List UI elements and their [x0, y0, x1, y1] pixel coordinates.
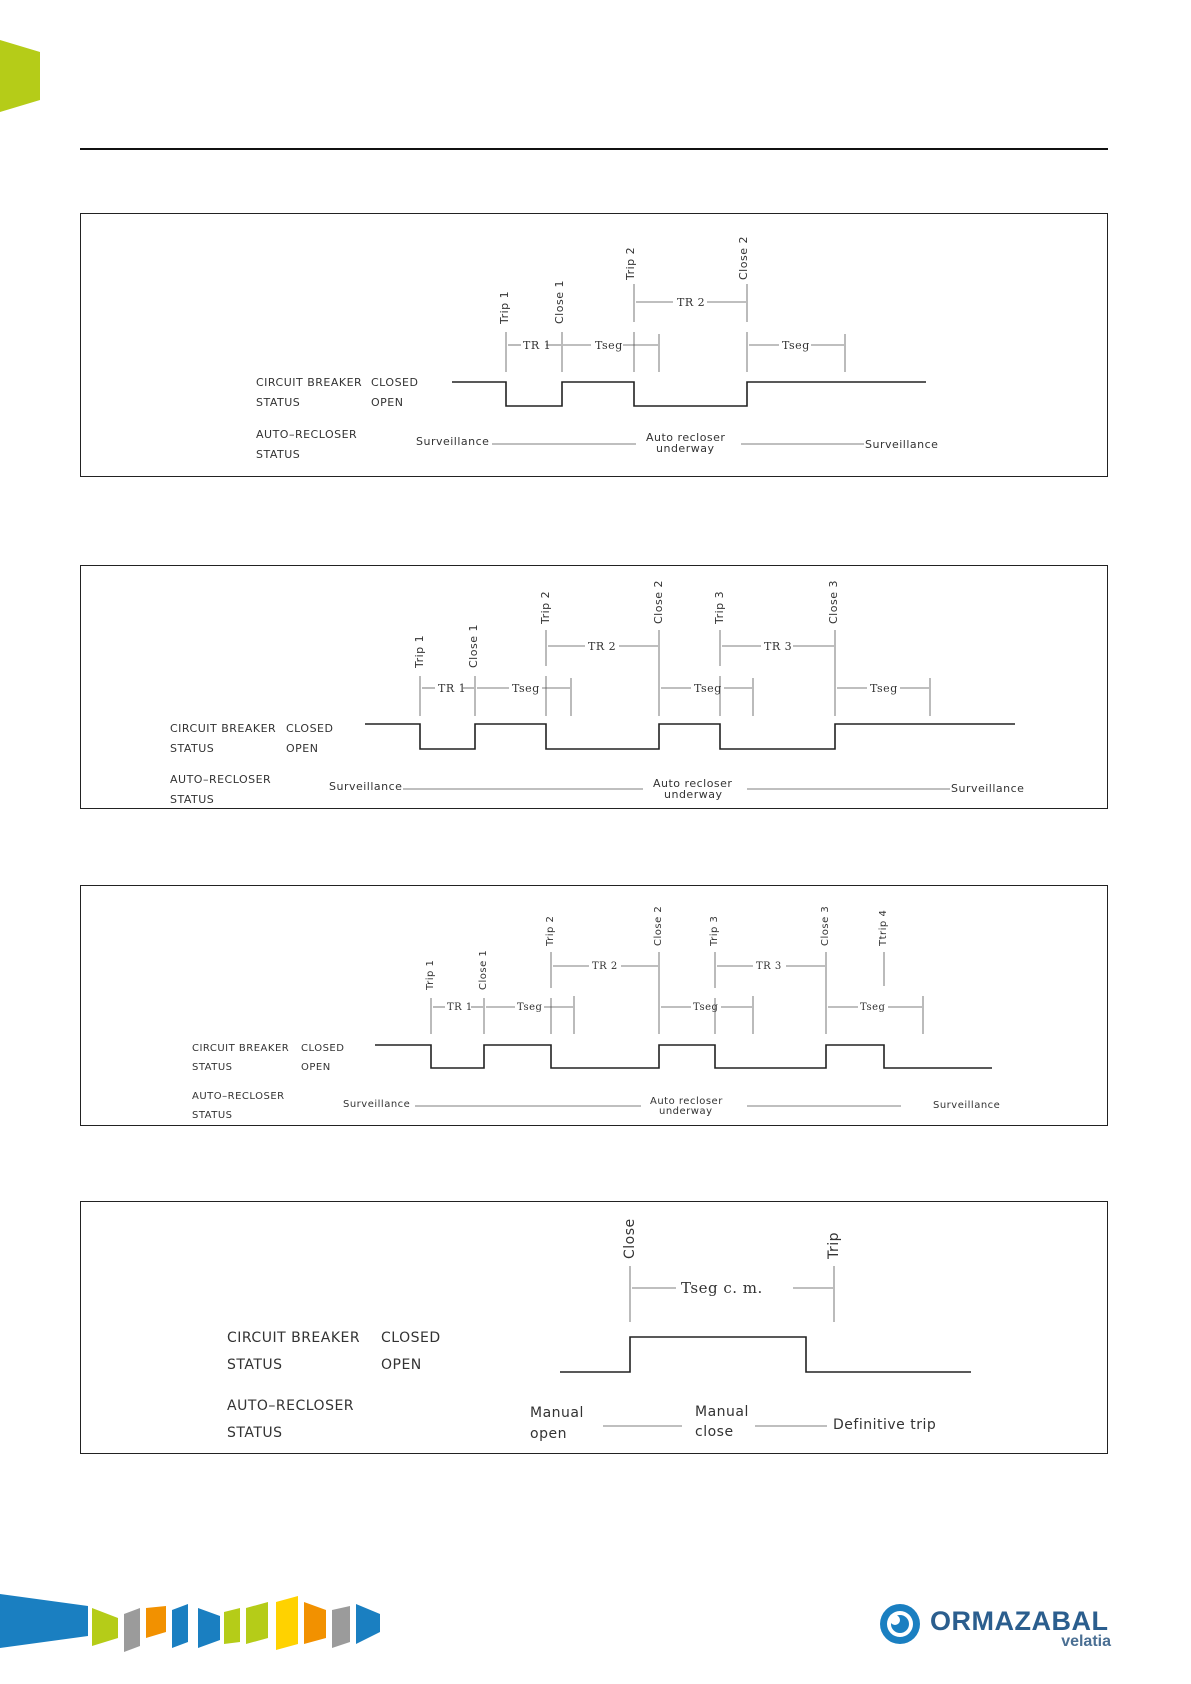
cb-status-label: CIRCUIT BREAKER [256, 376, 363, 389]
event-close-2: Close 2 [652, 580, 665, 624]
cb-status-label-2: STATUS [192, 1062, 233, 1073]
timing-diagram-1-drawing [81, 214, 1109, 478]
open-label: OPEN [371, 396, 404, 409]
tr3-label: TR 3 [756, 961, 782, 972]
cb-status-label-2: STATUS [256, 396, 301, 409]
cb-status-label-2: STATUS [227, 1357, 283, 1373]
ar-status-label: AUTO–RECLOSER [227, 1398, 355, 1414]
event-trip-3: Trip 3 [709, 915, 720, 946]
surveillance-label: Surveillance [329, 780, 403, 793]
open-label: OPEN [381, 1357, 422, 1373]
brand-name: ORMAZABAL [930, 1606, 1109, 1636]
event-trip-2: Trip 2 [624, 246, 637, 280]
timing-diagram-3-drawing [81, 886, 1109, 1127]
tseg-label: Tseg [694, 682, 722, 695]
timing-diagram-3 [80, 885, 1108, 1126]
event-markers [420, 630, 930, 716]
brand-logo [878, 1600, 1113, 1652]
ar-status-label-2: STATUS [192, 1110, 233, 1121]
corner-accent-tab [0, 40, 42, 114]
timing-diagram-2-drawing [81, 566, 1109, 810]
tr1-label: TR 1 [447, 1002, 473, 1013]
breaker-waveform [375, 1045, 992, 1068]
tseg-cm-label: Tseg c. m. [681, 1279, 763, 1297]
interval-lines [433, 966, 922, 1007]
ar-status-label-2: STATUS [227, 1425, 283, 1441]
tseg-label: Tseg [517, 1002, 543, 1013]
definitive-trip-label: Definitive trip [833, 1417, 937, 1433]
event-trip: Trip [826, 1231, 842, 1259]
auto-recloser-label: Auto recloser [650, 1096, 723, 1107]
surveillance-label: Surveillance [951, 782, 1025, 795]
cb-status-label: CIRCUIT BREAKER [227, 1330, 361, 1346]
tr2-label: TR 2 [588, 640, 617, 653]
auto-recloser-label-2: underway [656, 442, 715, 455]
auto-recloser-label-2: underway [659, 1106, 713, 1117]
tr2-label: TR 2 [592, 961, 618, 972]
manual-close-label: Manual [695, 1404, 749, 1420]
tseg-label: Tseg [595, 339, 623, 352]
closed-label: CLOSED [371, 376, 419, 389]
surveillance-label: Surveillance [933, 1100, 1001, 1111]
event-close: Close [622, 1218, 638, 1259]
surveillance-label: Surveillance [343, 1099, 411, 1110]
manual-close-label-2: close [695, 1424, 734, 1440]
event-close-1: Close 1 [478, 949, 489, 990]
tseg-label: Tseg [693, 1002, 719, 1013]
tr3-label: TR 3 [764, 640, 793, 653]
breaker-waveform [365, 724, 1015, 749]
cb-status-label: CIRCUIT BREAKER [170, 722, 277, 735]
surveillance-label: Surveillance [416, 435, 490, 448]
interval-lines [422, 646, 929, 688]
cb-status-label: CIRCUIT BREAKER [192, 1043, 290, 1054]
auto-recloser-label: Auto recloser [653, 777, 733, 790]
auto-recloser-label: Auto recloser [646, 431, 726, 444]
open-label: OPEN [286, 742, 319, 755]
closed-label: CLOSED [286, 722, 334, 735]
breaker-waveform [560, 1337, 971, 1372]
tseg-label: Tseg [870, 682, 898, 695]
breaker-waveform [452, 382, 926, 406]
event-close-2: Close 2 [653, 905, 664, 946]
footer-decorative-stripe [0, 1594, 390, 1654]
tseg-label: Tseg [512, 682, 540, 695]
event-close-1: Close 1 [467, 624, 480, 668]
ar-status-label: AUTO–RECLOSER [192, 1091, 285, 1102]
tseg-label: Tseg [860, 1002, 886, 1013]
event-close-2: Close 2 [737, 236, 750, 280]
ar-status-label: AUTO–RECLOSER [256, 428, 358, 441]
ar-status-label-2: STATUS [170, 793, 215, 806]
event-trip-2: Trip 2 [545, 915, 556, 946]
closed-label: CLOSED [301, 1043, 345, 1054]
manual-open-label: Manual [530, 1405, 584, 1421]
event-close-1: Close 1 [553, 280, 566, 324]
event-trip-3: Trip 3 [713, 590, 726, 624]
timing-diagram-1 [80, 213, 1108, 477]
event-trip-1: Trip 1 [425, 959, 436, 990]
manual-open-label-2: open [530, 1426, 567, 1442]
header-rule [80, 148, 1108, 150]
auto-recloser-label-2: underway [664, 788, 723, 801]
tseg-label: Tseg [782, 339, 810, 352]
event-trip-4: Ttrip 4 [878, 909, 889, 946]
timing-diagram-4-drawing [81, 1202, 1109, 1455]
cb-status-label-2: STATUS [170, 742, 215, 755]
event-trip-1: Trip 1 [498, 290, 511, 324]
ar-status-label-2: STATUS [256, 448, 301, 461]
closed-label: CLOSED [381, 1330, 441, 1346]
ar-status-label: AUTO–RECLOSER [170, 773, 272, 786]
event-close-3: Close 3 [820, 905, 831, 946]
event-trip-2: Trip 2 [539, 590, 552, 624]
brand-swirl-icon [878, 1602, 922, 1646]
event-trip-1: Trip 1 [413, 634, 426, 668]
brand-subname: velatia [1061, 1633, 1111, 1650]
surveillance-label: Surveillance [865, 438, 939, 451]
tr1-label: TR 1 [523, 339, 552, 352]
tr2-label: TR 2 [677, 296, 706, 309]
timing-diagram-4 [80, 1201, 1108, 1454]
event-markers [431, 949, 923, 1034]
open-label: OPEN [301, 1062, 331, 1073]
timing-diagram-2 [80, 565, 1108, 809]
event-close-3: Close 3 [827, 580, 840, 624]
tr1-label: TR 1 [438, 682, 467, 695]
